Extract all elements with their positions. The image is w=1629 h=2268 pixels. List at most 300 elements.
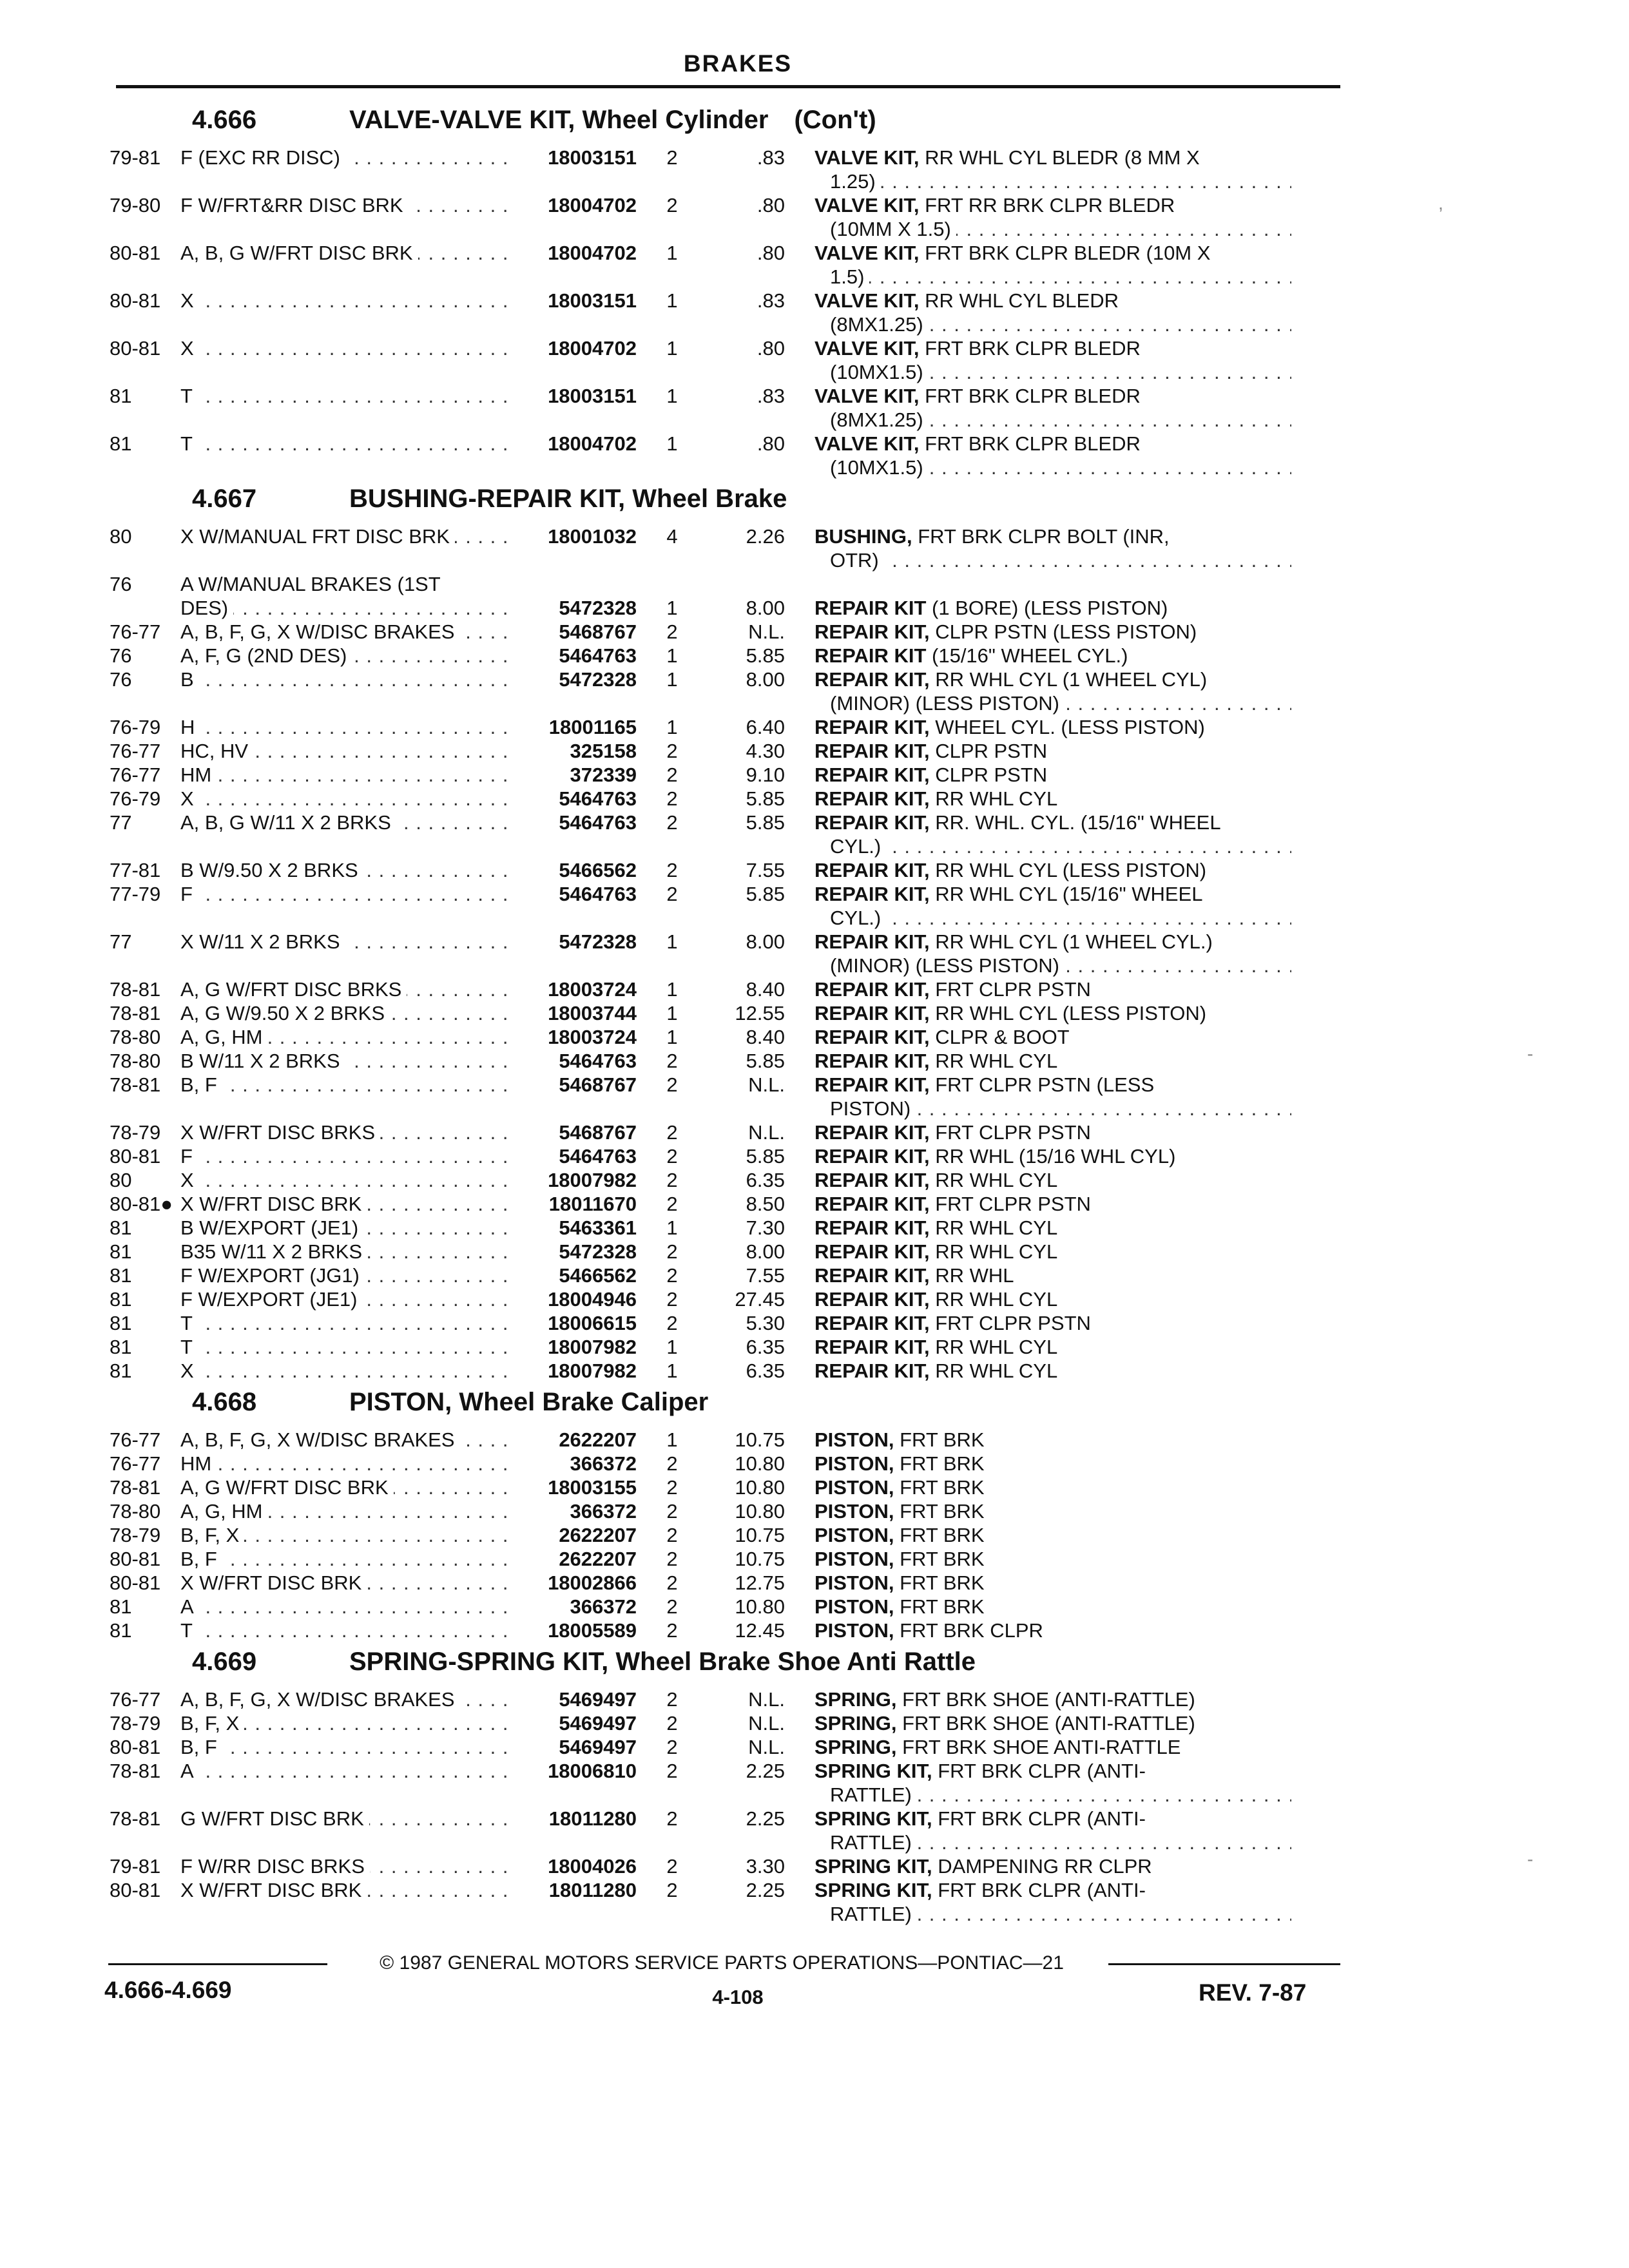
part-row — [110, 1854, 1347, 1878]
model-text: A, G W/9.50 X 2 BRKS — [180, 1002, 390, 1024]
description-line — [815, 1144, 1291, 1168]
model-text: F — [180, 1145, 198, 1168]
part-description — [815, 1499, 1291, 1523]
description-line — [815, 289, 1291, 312]
part-row — [110, 715, 1347, 739]
model-years: 78-79 — [110, 1524, 161, 1546]
description-line — [815, 644, 1291, 668]
description-text: RR WHL CYL (LESS PISTON) — [935, 859, 1207, 881]
part-row — [110, 336, 1347, 384]
description-text: FRT BRK CLPR BOLT (INR, — [918, 525, 1170, 548]
quantity: 2 — [666, 859, 678, 881]
copyright-notice: © 1987 GENERAL MOTORS SERVICE PARTS OPERATIONS—PONTIAC—21 — [380, 1952, 1064, 1974]
part-number: 18002866 — [548, 1571, 637, 1594]
price: 10.75 — [735, 1524, 785, 1546]
model-text: F W/FRT&RR DISC BRK — [180, 194, 409, 216]
model-years: 81 — [110, 1288, 132, 1311]
section-number: 4.666 — [192, 106, 257, 134]
model-application — [180, 1264, 516, 1287]
header-rule — [116, 85, 1340, 88]
quantity: 1 — [666, 337, 678, 360]
part-row — [110, 1025, 1347, 1049]
footer-section-range: 4.666-4.669 — [104, 1977, 232, 2003]
description-line — [815, 384, 1291, 408]
model-text: B, F — [180, 1548, 222, 1570]
model-text: B, F, X — [180, 1524, 244, 1546]
part-name: PISTON, — [815, 1524, 894, 1546]
part-name: VALVE KIT, — [815, 242, 920, 264]
model-text: A, G W/FRT DISC BRK — [180, 1476, 394, 1499]
description-line — [815, 930, 1291, 954]
quantity: 2 — [666, 1288, 678, 1311]
part-description — [815, 1168, 1291, 1192]
description-continuation-text: RATTLE) — [830, 1783, 917, 1806]
description-continuation-text: (10MX1.5) — [830, 361, 929, 383]
model-years: 78-81 — [110, 1807, 161, 1830]
description-line — [815, 1120, 1291, 1144]
part-name: SPRING KIT, — [815, 1879, 932, 1901]
part-name: VALVE KIT, — [815, 432, 920, 455]
description-line — [815, 1854, 1291, 1878]
quantity: 2 — [666, 787, 678, 810]
part-number: 18003744 — [548, 1002, 637, 1024]
model-years: 80-81 — [110, 1879, 161, 1901]
part-name: VALVE KIT, — [815, 385, 920, 407]
price: .80 — [757, 242, 785, 264]
section-title: VALVE-VALVE KIT, Wheel Cylinder — [349, 106, 769, 134]
description-text: FRT BRK CLPR (ANTI- — [938, 1760, 1146, 1782]
description-text: FRT RR BRK CLPR BLEDR — [925, 194, 1175, 216]
model-years: 76-77 — [110, 1428, 161, 1451]
model-text: B, F — [180, 1736, 222, 1758]
model-text: A, B, G W/11 X 2 BRKS — [180, 811, 396, 834]
model-text: F W/EXPORT (JG1) — [180, 1264, 365, 1287]
part-row — [110, 1240, 1347, 1264]
price: 12.55 — [735, 1002, 785, 1024]
part-number: 5464763 — [559, 787, 637, 810]
description-line — [815, 241, 1291, 265]
part-description — [815, 1311, 1291, 1335]
description-line — [815, 1452, 1291, 1475]
section-heading — [110, 1388, 1347, 1428]
scan-mark: - — [1527, 1044, 1534, 1064]
description-text: FRT BRK SHOE (ANTI-RATTLE) — [902, 1688, 1195, 1711]
quantity: 1 — [666, 716, 678, 738]
description-line — [815, 1807, 1291, 1831]
part-description — [815, 1687, 1291, 1711]
quantity: 1 — [666, 1002, 678, 1024]
parts-listing — [110, 101, 1347, 1926]
quantity: 2 — [666, 1240, 678, 1263]
part-description — [815, 1216, 1291, 1240]
description-text: FRT BRK — [900, 1452, 985, 1475]
part-name: REPAIR KIT, — [815, 1216, 930, 1239]
part-description — [815, 787, 1291, 811]
part-row — [110, 432, 1347, 479]
part-number: 2622207 — [559, 1524, 637, 1546]
description-text: FRT BRK SHOE ANTI-RATTLE — [902, 1736, 1181, 1758]
page-title: BRAKES — [683, 50, 793, 77]
price: .83 — [757, 289, 785, 312]
part-description — [815, 384, 1291, 432]
part-name: REPAIR KIT, — [815, 1288, 930, 1311]
description-continuation-text: RATTLE) — [830, 1903, 917, 1925]
model-text: B W/11 X 2 BRKS — [180, 1050, 345, 1072]
part-number: 366372 — [570, 1452, 637, 1475]
model-application — [180, 1711, 516, 1735]
model-text: HM — [180, 764, 217, 786]
part-name: PISTON, — [815, 1476, 894, 1499]
part-name: PISTON, — [815, 1500, 894, 1523]
part-number: 5464763 — [559, 644, 637, 667]
description-continuation — [815, 360, 1291, 384]
model-application — [180, 1168, 516, 1192]
part-number: 18003155 — [548, 1476, 637, 1499]
part-description — [815, 1711, 1291, 1735]
model-years: 76-77 — [110, 620, 161, 643]
part-number: 18006615 — [548, 1312, 637, 1334]
part-name: REPAIR KIT, — [815, 1264, 930, 1287]
price: 5.85 — [746, 1050, 785, 1072]
model-application — [180, 432, 516, 456]
description-line — [815, 1547, 1291, 1571]
part-name: PISTON, — [815, 1619, 894, 1642]
model-application — [180, 1807, 516, 1831]
description-line — [815, 1073, 1291, 1097]
part-row — [110, 241, 1347, 289]
price: 8.40 — [746, 978, 785, 1001]
model-years: 76-79 — [110, 787, 161, 810]
description-text: FRT BRK CLPR — [900, 1619, 1043, 1642]
part-number: 18004702 — [548, 194, 637, 216]
part-name: REPAIR KIT, — [815, 1145, 930, 1168]
model-text: F W/EXPORT (JE1) — [180, 1288, 362, 1311]
description-continuation — [815, 217, 1291, 241]
part-row — [110, 787, 1347, 811]
part-number: 5466562 — [559, 859, 637, 881]
price: 7.30 — [746, 1216, 785, 1239]
model-years: 80 — [110, 1169, 132, 1191]
part-name: REPAIR KIT, — [815, 859, 930, 881]
model-years: 81 — [110, 1240, 132, 1263]
part-name: REPAIR KIT, — [815, 1312, 930, 1334]
part-row — [110, 1759, 1347, 1807]
quantity: 2 — [666, 1452, 678, 1475]
description-line — [815, 977, 1291, 1001]
part-number: 325158 — [570, 740, 637, 762]
part-number: 18004702 — [548, 242, 637, 264]
part-description — [815, 715, 1291, 739]
description-line — [815, 1001, 1291, 1025]
model-application — [180, 715, 516, 739]
part-description — [815, 1475, 1291, 1499]
description-continuation-text: 1.25) — [830, 170, 881, 193]
part-description — [815, 882, 1291, 930]
description-text: FRT CLPR PSTN — [935, 978, 1091, 1001]
model-application — [180, 596, 516, 620]
part-row — [110, 763, 1347, 787]
part-description — [815, 1144, 1291, 1168]
part-name: REPAIR KIT, — [815, 1336, 930, 1358]
quantity: 2 — [666, 1050, 678, 1072]
part-name: PISTON, — [815, 1428, 894, 1451]
model-application — [180, 668, 516, 691]
description-text: FRT BRK — [900, 1524, 985, 1546]
price: 2.26 — [746, 525, 785, 548]
quantity: 1 — [666, 1336, 678, 1358]
part-number: 5466562 — [559, 1264, 637, 1287]
model-application — [180, 1854, 516, 1878]
part-number: 18003151 — [548, 385, 637, 407]
model-application — [180, 1571, 516, 1595]
model-text: HM — [180, 1452, 217, 1475]
part-number: 5468767 — [559, 1121, 637, 1144]
description-text: CLPR PSTN (LESS PISTON) — [935, 620, 1197, 643]
model-text: X — [180, 1169, 199, 1191]
description-line — [815, 596, 1291, 620]
part-description — [815, 596, 1291, 620]
model-application — [180, 977, 516, 1001]
part-row — [110, 1049, 1347, 1073]
model-years: 81 — [110, 1216, 132, 1239]
quantity: 2 — [666, 194, 678, 216]
model-text: DES) — [180, 597, 233, 619]
description-line — [815, 1619, 1291, 1642]
footer-rule-right — [1108, 1963, 1340, 1965]
price: 6.35 — [746, 1169, 785, 1191]
model-text: T — [180, 432, 198, 455]
price: 6.35 — [746, 1360, 785, 1382]
part-name: REPAIR KIT, — [815, 716, 930, 738]
part-name: VALVE KIT, — [815, 289, 920, 312]
section-number: 4.667 — [192, 485, 257, 513]
section-continued: (Con't) — [794, 106, 876, 134]
description-text: DAMPENING RR CLPR — [938, 1855, 1152, 1878]
part-row — [110, 1428, 1347, 1452]
description-continuation — [815, 548, 1291, 572]
price: 10.80 — [735, 1476, 785, 1499]
part-number: 18004946 — [548, 1288, 637, 1311]
price: 8.00 — [746, 930, 785, 953]
description-continuation-text: (8MX1.25) — [830, 408, 929, 431]
part-row — [110, 1287, 1347, 1311]
part-description — [815, 432, 1291, 479]
description-line — [815, 1428, 1291, 1452]
part-row — [110, 1452, 1347, 1475]
model-application — [180, 1595, 516, 1619]
model-text: X — [180, 289, 199, 312]
part-number: 5469497 — [559, 1688, 637, 1711]
price: 10.75 — [735, 1548, 785, 1570]
scan-mark: , — [1438, 193, 1443, 213]
part-name: REPAIR KIT, — [815, 620, 930, 643]
description-line — [815, 882, 1291, 906]
description-line — [815, 146, 1291, 169]
part-name: REPAIR KIT, — [815, 1026, 930, 1048]
description-line — [815, 524, 1291, 548]
part-number: 5464763 — [559, 1145, 637, 1168]
quantity: 2 — [666, 811, 678, 834]
part-name: REPAIR KIT, — [815, 1002, 930, 1024]
description-line — [815, 1311, 1291, 1335]
model-text: X W/FRT DISC BRK — [180, 1571, 367, 1594]
part-number: 5464763 — [559, 811, 637, 834]
part-row — [110, 1619, 1347, 1642]
part-name: REPAIR KIT, — [815, 1050, 930, 1072]
part-name: VALVE KIT, — [815, 337, 920, 360]
part-number: 5472328 — [559, 930, 637, 953]
model-years: 76 — [110, 573, 132, 595]
part-row — [110, 1264, 1347, 1287]
quantity: 2 — [666, 1760, 678, 1782]
model-years: 77-81 — [110, 859, 161, 881]
model-application — [180, 336, 516, 360]
model-years: 81 — [110, 1360, 132, 1382]
price: 12.45 — [735, 1619, 785, 1642]
price: 10.75 — [735, 1428, 785, 1451]
part-name: REPAIR KIT, — [815, 978, 930, 1001]
model-years: 76-77 — [110, 764, 161, 786]
model-application — [180, 1499, 516, 1523]
part-number: 18004026 — [548, 1855, 637, 1878]
price: 9.10 — [746, 764, 785, 786]
part-row — [110, 1216, 1347, 1240]
model-text: X — [180, 1360, 199, 1382]
model-application — [180, 1025, 516, 1049]
quantity: 2 — [666, 1121, 678, 1144]
description-text: RR WHL CYL — [935, 1216, 1058, 1239]
description-line — [815, 1359, 1291, 1383]
description-continuation — [815, 456, 1291, 479]
model-text: B, F, X — [180, 1712, 244, 1735]
price: .80 — [757, 432, 785, 455]
price: N.L. — [748, 1688, 785, 1711]
description-text: RR WHL CYL — [935, 1169, 1058, 1191]
part-number: 18003724 — [548, 1026, 637, 1048]
model-application — [180, 1049, 516, 1073]
model-text: A, B, F, G, X W/DISC BRAKES — [180, 1688, 459, 1711]
quantity: 1 — [666, 668, 678, 691]
part-row — [110, 668, 1347, 715]
model-text: B35 W/11 X 2 BRKS — [180, 1240, 367, 1263]
description-text: FRT BRK CLPR BLEDR — [925, 432, 1141, 455]
quantity: 2 — [666, 740, 678, 762]
part-description — [815, 1735, 1291, 1759]
model-application — [180, 1311, 516, 1335]
model-years: 80-81 — [110, 1145, 161, 1168]
description-text: FRT BRK — [900, 1595, 985, 1618]
description-line — [815, 1595, 1291, 1619]
description-text: RR WHL CYL BLEDR (8 MM X — [925, 146, 1200, 169]
price: N.L. — [748, 1121, 785, 1144]
part-description — [815, 1025, 1291, 1049]
price: 5.85 — [746, 787, 785, 810]
part-description — [815, 193, 1291, 241]
part-name: REPAIR KIT, — [815, 930, 930, 953]
model-years: 81 — [110, 1595, 132, 1618]
part-number: 18004702 — [548, 432, 637, 455]
part-name: SPRING KIT, — [815, 1855, 932, 1878]
part-name: SPRING, — [815, 1712, 897, 1735]
quantity: 2 — [666, 1571, 678, 1594]
price: 12.75 — [735, 1571, 785, 1594]
model-application — [180, 241, 516, 265]
section-number: 4.669 — [192, 1648, 257, 1676]
part-row — [110, 1359, 1347, 1383]
price: 2.25 — [746, 1760, 785, 1782]
part-description — [815, 1854, 1291, 1878]
description-continuation — [815, 691, 1291, 715]
description-text: (1 BORE) (LESS PISTON) — [932, 597, 1168, 619]
part-row — [110, 384, 1347, 432]
part-number: 18003724 — [548, 978, 637, 1001]
description-text: FRT CLPR PSTN (LESS — [935, 1073, 1155, 1096]
quantity: 2 — [666, 1145, 678, 1168]
price: .80 — [757, 194, 785, 216]
part-description — [815, 336, 1291, 384]
description-line — [815, 763, 1291, 787]
part-name: REPAIR KIT, — [815, 764, 930, 786]
price: .80 — [757, 337, 785, 360]
part-name: REPAIR KIT, — [815, 883, 930, 905]
part-description — [815, 146, 1291, 193]
description-line — [815, 787, 1291, 811]
description-continuation-text: OTR) — [830, 549, 884, 572]
part-number: 2622207 — [559, 1548, 637, 1570]
price: 5.85 — [746, 883, 785, 905]
model-application — [180, 1523, 516, 1547]
price: 7.55 — [746, 1264, 785, 1287]
part-row — [110, 644, 1347, 668]
model-application — [180, 1759, 516, 1783]
part-number: 5468767 — [559, 620, 637, 643]
price: .83 — [757, 146, 785, 169]
part-number: 18003151 — [548, 146, 637, 169]
quantity: 2 — [666, 1807, 678, 1830]
description-line — [815, 715, 1291, 739]
part-number: 18001165 — [548, 716, 637, 738]
part-row — [110, 596, 1347, 620]
part-row — [110, 1073, 1347, 1120]
quantity: 2 — [666, 1264, 678, 1287]
part-description — [815, 763, 1291, 787]
description-line — [815, 1735, 1291, 1759]
model-years: 78-80 — [110, 1026, 161, 1048]
model-years: 78-81 — [110, 1073, 161, 1096]
part-row — [110, 1475, 1347, 1499]
model-years: 78-81 — [110, 1476, 161, 1499]
model-years: 80-81● — [110, 1193, 173, 1215]
part-description — [815, 811, 1291, 858]
description-text: FRT BRK SHOE (ANTI-RATTLE) — [902, 1712, 1195, 1735]
model-years: 81 — [110, 1312, 132, 1334]
model-years: 80-81 — [110, 1571, 161, 1594]
description-continuation — [815, 1902, 1291, 1926]
description-text: RR WHL (15/16 WHL CYL) — [935, 1145, 1176, 1168]
model-application — [180, 1001, 516, 1025]
description-continuation — [815, 169, 1291, 193]
model-text: HC, HV — [180, 740, 253, 762]
quantity: 1 — [666, 930, 678, 953]
description-text: RR WHL CYL — [935, 1360, 1058, 1382]
model-application — [180, 930, 516, 954]
part-row — [110, 882, 1347, 930]
part-description — [815, 1359, 1291, 1383]
quantity: 2 — [666, 1548, 678, 1570]
model-application — [180, 193, 516, 217]
part-number: 18011670 — [548, 1193, 637, 1215]
model-years: 76-77 — [110, 740, 161, 762]
